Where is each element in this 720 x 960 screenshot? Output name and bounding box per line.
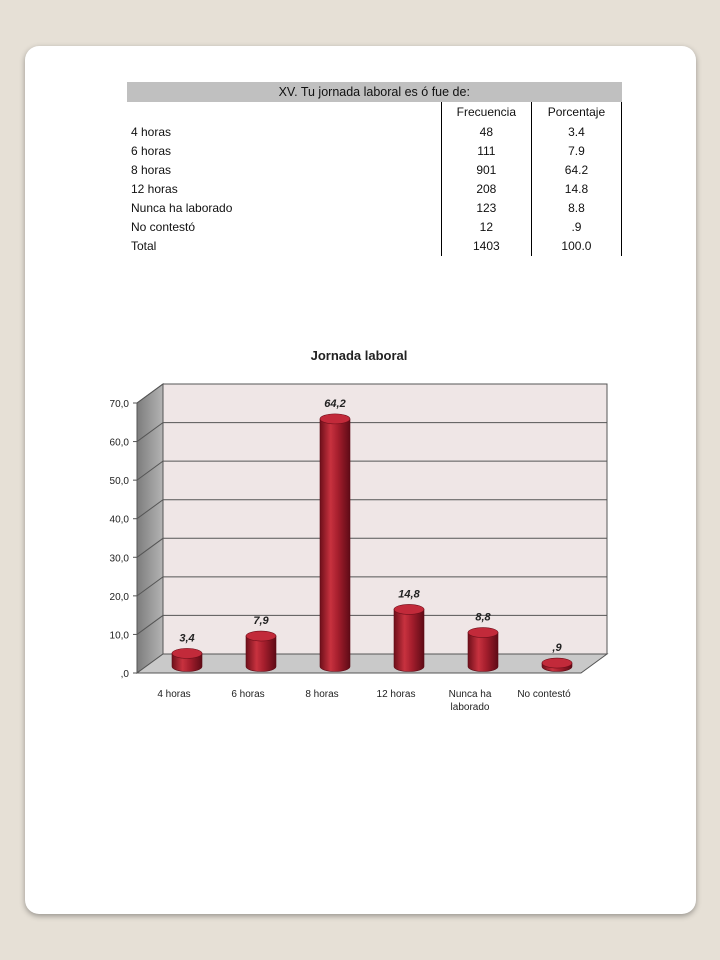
chart-title: Jornada laboral bbox=[310, 348, 408, 363]
bar-cylinder-top bbox=[542, 658, 572, 668]
bar-cylinder-top bbox=[394, 604, 424, 614]
total-frecuencia: 1403 bbox=[441, 237, 531, 256]
data-label: 7,9 bbox=[253, 615, 269, 628]
row-label: No contestó bbox=[131, 220, 196, 234]
total-porcentaje: 100.0 bbox=[531, 237, 621, 256]
y-tick-label: ,0 bbox=[120, 669, 129, 680]
row-porcentaje: .9 bbox=[531, 218, 621, 237]
y-tick-label: 70,0 bbox=[109, 399, 129, 410]
row-frecuencia: 12 bbox=[441, 218, 531, 237]
y-tick-label: 50,0 bbox=[109, 476, 129, 488]
row-label: 8 horas bbox=[131, 163, 172, 177]
x-tick-label: Nunca ha laborado bbox=[448, 689, 492, 713]
bar-cylinder-top bbox=[246, 631, 276, 641]
total-label: Total bbox=[131, 239, 157, 253]
y-tick-label: 20,0 bbox=[109, 591, 129, 603]
row-frecuencia: 123 bbox=[441, 199, 531, 218]
row-label: Nunca ha laborado bbox=[131, 201, 233, 215]
row-porcentaje: 8.8 bbox=[531, 199, 621, 218]
data-label: ,9 bbox=[552, 642, 562, 655]
table-title: XV. Tu jornada laboral es ó fue de: bbox=[127, 82, 622, 102]
y-tick-label: 30,0 bbox=[109, 553, 129, 565]
row-frecuencia: 901 bbox=[441, 161, 531, 180]
x-tick-label: No contestó bbox=[517, 689, 571, 700]
x-tick-label: 8 horas bbox=[305, 689, 339, 700]
row-porcentaje: 14.8 bbox=[531, 180, 621, 199]
bar-cylinder-body bbox=[246, 636, 276, 671]
row-frecuencia: 48 bbox=[441, 123, 531, 142]
row-porcentaje: 3.4 bbox=[531, 123, 621, 142]
data-label: 64,2 bbox=[324, 397, 346, 410]
row-frecuencia: 111 bbox=[441, 142, 531, 161]
row-frecuencia: 208 bbox=[441, 180, 531, 199]
header-porcentaje: Porcentaje bbox=[531, 102, 621, 123]
y-tick-label: 10,0 bbox=[109, 630, 129, 642]
row-porcentaje: 7.9 bbox=[531, 142, 621, 161]
bar-cylinder-body bbox=[468, 633, 498, 672]
chart-side-wall bbox=[137, 384, 163, 673]
x-tick-label: 4 horas bbox=[157, 689, 191, 700]
bar-cylinder-top bbox=[468, 628, 498, 638]
chart-floor bbox=[137, 654, 607, 673]
header-frecuencia: Frecuencia bbox=[441, 102, 531, 123]
data-label: 8,8 bbox=[475, 611, 491, 624]
x-tick-label: 12 horas bbox=[376, 689, 416, 700]
data-label: 3,4 bbox=[179, 632, 195, 645]
row-label: 12 horas bbox=[131, 182, 178, 196]
row-label: 6 horas bbox=[131, 144, 172, 158]
row-label: 4 horas bbox=[131, 125, 172, 139]
row-porcentaje: 64.2 bbox=[531, 161, 621, 180]
bar-cylinder-body bbox=[394, 609, 424, 671]
y-tick-label: 40,0 bbox=[109, 514, 129, 526]
bar-cylinder-top bbox=[320, 414, 350, 424]
x-tick-label: 6 horas bbox=[231, 689, 265, 700]
bar-cylinder-top bbox=[172, 648, 202, 658]
data-label: 14,8 bbox=[398, 588, 420, 601]
bar-cylinder-body bbox=[320, 419, 350, 672]
chart-back-wall bbox=[163, 384, 607, 654]
y-tick-label: 60,0 bbox=[109, 437, 129, 449]
